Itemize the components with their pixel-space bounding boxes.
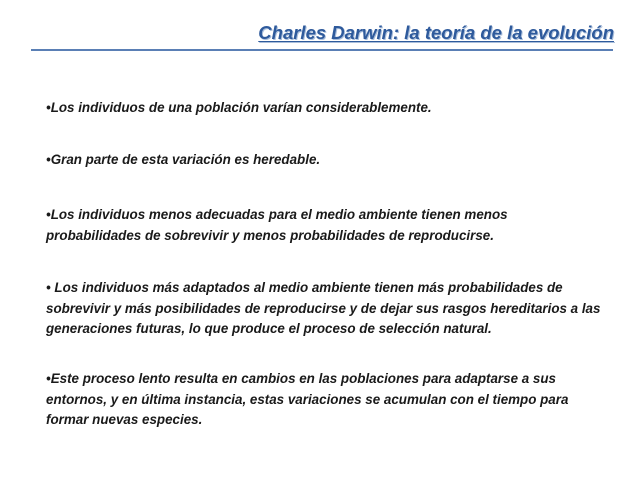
bullet-variation: •Los individuos de una población varían considerablemente. bbox=[46, 100, 432, 115]
bullet-heritability: •Gran parte de esta variación es heredable. bbox=[46, 152, 321, 167]
bullet-more-adapted: • Los individuos más adaptados al medio ambiente tienen más probabilidades de sobrevivir y más posibilidades de reproducirse y de dejar sus rasgos hereditarios a las generaciones futuras, lo que produce el proceso de selección natural. bbox=[46, 280, 601, 336]
title-divider bbox=[31, 49, 613, 51]
bullet-less-adapted: •Los individuos menos adecuadas para el medio ambiente tienen menos probabilidades de sobrevivir y menos probabilidades de reproducirse. bbox=[46, 207, 508, 243]
bullet-new-species: •Este proceso lento resulta en cambios en las poblaciones para adaptarse a sus entornos, y en última instancia, estas variaciones se acumulan con el tiempo para formar nuevas especies. bbox=[46, 371, 569, 427]
slide-title: Charles Darwin: la teoría de la evolución bbox=[258, 22, 614, 43]
